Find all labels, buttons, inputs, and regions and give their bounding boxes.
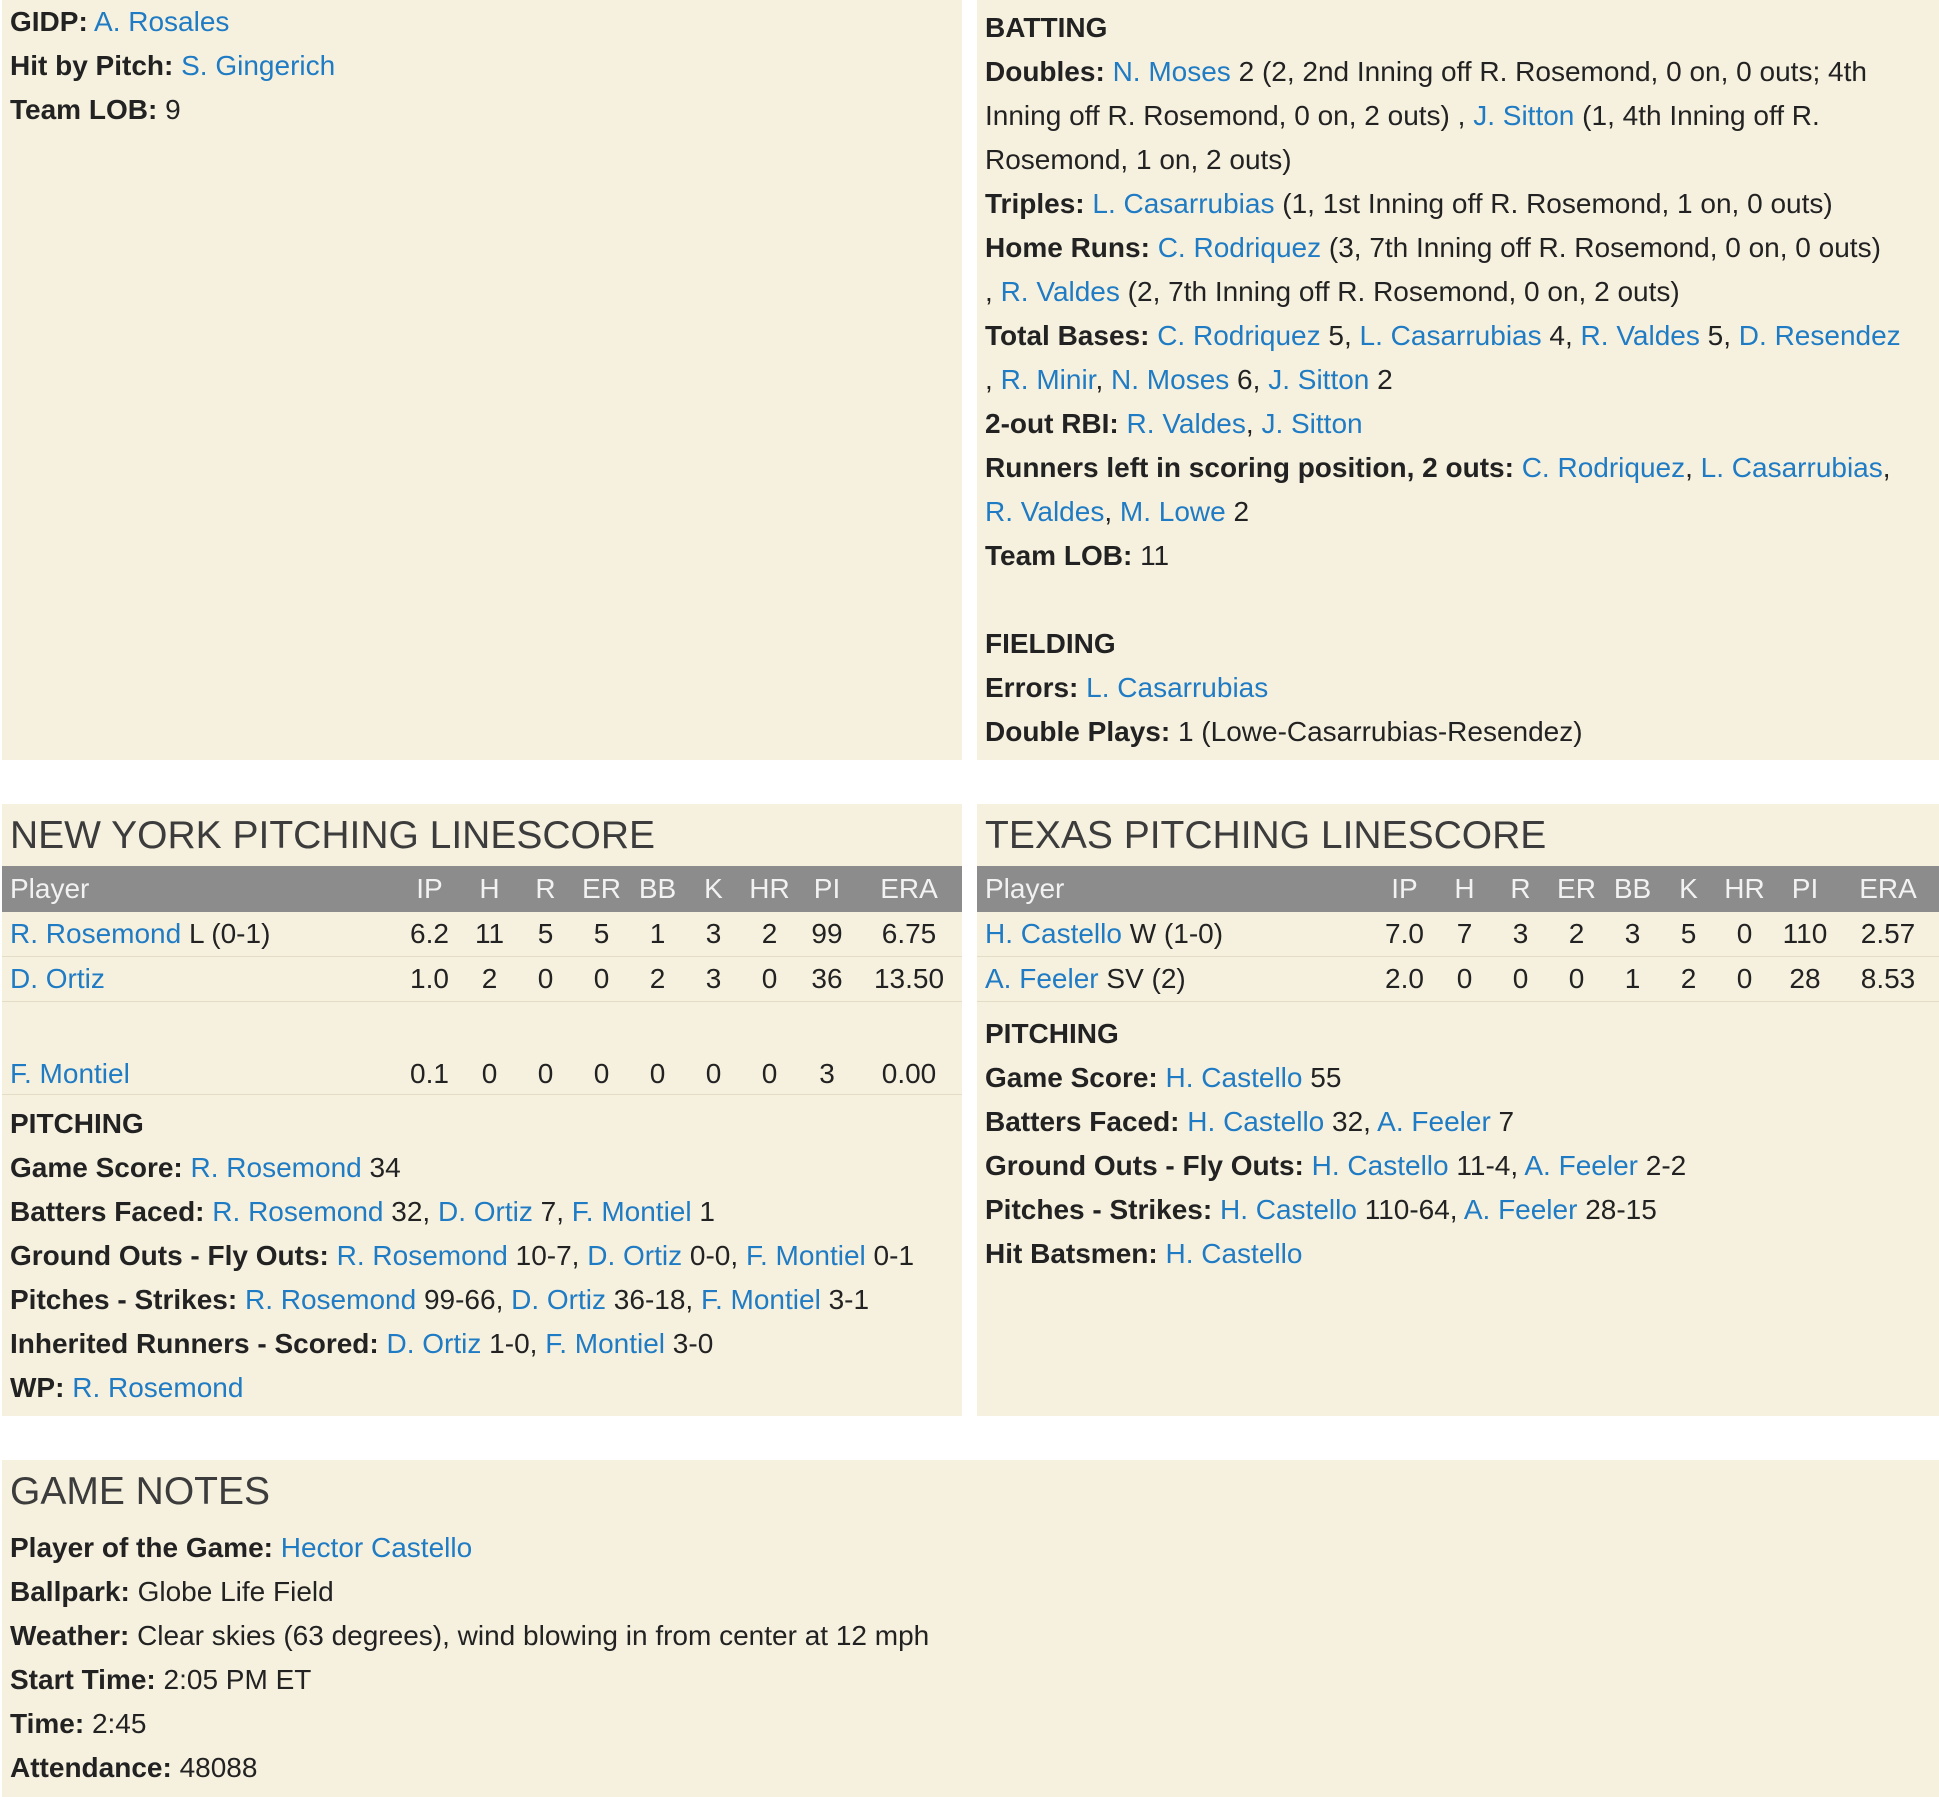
weather-line: Weather: Clear skies (63 degrees), wind blowing in from center at 12 mph <box>10 1620 930 1651</box>
stat-cell: 0 <box>1716 912 1773 957</box>
total-bases-line-cont: , R. Minir, N. Moses 6, J. Sitton 2 <box>985 364 1393 395</box>
player-link[interactable]: R. Minir <box>1000 364 1096 395</box>
player-link[interactable]: D. Ortiz <box>437 1196 533 1227</box>
decision: SV (2) <box>1106 963 1186 994</box>
player-link[interactable]: F. Montiel <box>545 1328 666 1359</box>
batters-faced-line: Batters Faced: R. Rosemond 32, D. Ortiz 7, F. Montiel 1 <box>10 1196 715 1227</box>
player-link[interactable]: A. Rosales <box>94 6 230 37</box>
doubles-line-cont: Inning off R. Rosemond, 0 on, 2 outs) , J. Sitton (1, 4th Inning off R. <box>985 100 1820 131</box>
col-header: R <box>535 873 556 904</box>
col-header: PI <box>1791 873 1819 904</box>
stat-cell: 11 <box>462 912 517 957</box>
stat-cell: 7.0 <box>1372 912 1437 957</box>
table-row <box>2 912 962 957</box>
stat-cell: 0 <box>1549 957 1604 1002</box>
stat-cell: 36 <box>798 957 856 1002</box>
stat-cell: 2 <box>629 957 686 1002</box>
stat-cell: 0 <box>1437 957 1492 1002</box>
stat-cell: 5 <box>574 912 629 957</box>
col-header: ERA <box>880 873 938 904</box>
stat-cell: 6.2 <box>397 912 462 957</box>
game-notes-title: GAME NOTES <box>10 1470 271 1513</box>
col-header: BB <box>1613 873 1652 904</box>
col-header: K <box>704 873 723 904</box>
player-link[interactable]: L. Casarrubias <box>1700 452 1883 483</box>
stat-cell: 2.57 <box>1837 912 1939 957</box>
game-score-line: Game Score: R. Rosemond 34 <box>10 1152 401 1183</box>
player-link[interactable]: H. Castello <box>1219 1194 1357 1225</box>
col-header: ER <box>582 873 621 904</box>
col-header: K <box>1679 873 1698 904</box>
go-fo-line: Ground Outs - Fly Outs: R. Rosemond 10-7, D. Ortiz 0-0, F. Montiel 0-1 <box>10 1240 915 1271</box>
tx-pitching-title: TEXAS PITCHING LINESCORE <box>985 814 1547 857</box>
home-runs-line: Home Runs: C. Rodriquez (3, 7th Inning off R. Rosemond, 0 on, 0 outs) <box>985 232 1881 263</box>
go-fo-line: Ground Outs - Fly Outs: H. Castello 11-4, A. Feeler 2-2 <box>985 1150 1687 1181</box>
stat-cell: 5 <box>517 912 574 957</box>
inherited-runners-line: Inherited Runners - Scored: D. Ortiz 1-0, F. Montiel 3-0 <box>10 1328 714 1359</box>
stat-cell: 8.53 <box>1837 957 1939 1002</box>
col-header: Player <box>10 873 90 904</box>
col-header: Player <box>985 873 1065 904</box>
stat-cell: 2 <box>1549 912 1604 957</box>
player-link[interactable]: A. Feeler <box>985 963 1099 994</box>
player-link[interactable]: D. Ortiz <box>10 963 105 994</box>
stat-cell: 6.75 <box>856 912 962 957</box>
player-of-game-line: Player of the Game: Hector Castello <box>10 1532 473 1563</box>
player-link[interactable]: H. Castello <box>1187 1106 1325 1137</box>
decision: L (0-1) <box>188 918 271 949</box>
gidp-line: GIDP: A. Rosales <box>10 6 230 37</box>
player-link[interactable]: H. Castello <box>1165 1238 1303 1269</box>
ny-pitching-panel <box>2 804 962 1416</box>
tx-pitching-table <box>977 866 1939 1002</box>
stat-cell: 3 <box>1492 912 1549 957</box>
player-link[interactable]: C. Rodriquez <box>1157 320 1321 351</box>
player-link[interactable]: F. Montiel <box>745 1240 866 1271</box>
double-plays-line: Double Plays: 1 (Lowe-Casarrubias-Resendez) <box>985 716 1583 747</box>
player-link[interactable]: S. Gingerich <box>181 50 336 81</box>
player-link[interactable]: C. Rodriquez <box>1157 232 1322 263</box>
table-header-row <box>2 866 962 912</box>
player-link[interactable]: J. Sitton <box>1473 100 1575 131</box>
doubles-line-cont: Rosemond, 1 on, 2 outs) <box>985 144 1292 175</box>
ny-pitching-title: NEW YORK PITCHING LINESCORE <box>10 814 656 857</box>
stat-cell: 1 <box>1604 957 1661 1002</box>
table-header-row <box>977 866 1939 912</box>
col-header: HR <box>749 873 790 904</box>
stat-cell: 3 <box>798 1002 856 1095</box>
col-header: H <box>479 873 500 904</box>
triples-line: Triples: L. Casarrubias (1, 1st Inning off R. Rosemond, 1 on, 0 outs) <box>985 188 1833 219</box>
player-link[interactable]: R. Rosemond <box>244 1284 417 1315</box>
stat-cell: 2 <box>741 912 798 957</box>
player-link[interactable]: Hector Castello <box>280 1532 473 1563</box>
stat-cell: 0 <box>686 1002 741 1095</box>
tx-pitching-panel <box>977 804 1939 1416</box>
player-link[interactable]: R. Valdes <box>985 496 1105 527</box>
stat-cell: 2 <box>462 957 517 1002</box>
home-runs-line-cont: , R. Valdes (2, 7th Inning off R. Rosemond, 0 on, 2 outs) <box>985 276 1680 307</box>
game-time-line: Time: 2:45 <box>10 1708 147 1739</box>
pitches-strikes-line: Pitches - Strikes: R. Rosemond 99-66, D. Ortiz 36-18, F. Montiel 3-1 <box>10 1284 870 1315</box>
risp-line-cont: R. Valdes, M. Lowe 2 <box>985 496 1250 527</box>
pitching-heading: PITCHING <box>10 1108 144 1139</box>
player-link[interactable]: D. Ortiz <box>386 1328 482 1359</box>
col-header: H <box>1454 873 1475 904</box>
player-link[interactable]: R. Valdes <box>1000 276 1120 307</box>
hbp-line: Hit by Pitch: S. Gingerich <box>10 50 336 81</box>
player-link[interactable]: R. Valdes <box>1580 320 1700 351</box>
attendance-line: Attendance: 48088 <box>10 1752 258 1783</box>
game-score-line: Game Score: H. Castello 55 <box>985 1062 1342 1093</box>
table-row <box>977 912 1939 957</box>
stat-cell: 0 <box>574 1002 629 1095</box>
errors-line: Errors: L. Casarrubias <box>985 672 1269 703</box>
col-header: IP <box>416 873 443 904</box>
col-header: IP <box>1391 873 1418 904</box>
risp-line: Runners left in scoring position, 2 outs: C. Rodriquez, L. Casarrubias, <box>985 452 1891 483</box>
player-link[interactable]: L. Casarrubias <box>1092 188 1275 219</box>
doubles-line: Doubles: N. Moses 2 (2, 2nd Inning off R. Rosemond, 0 on, 0 outs; 4th <box>985 56 1867 87</box>
player-link[interactable]: R. Rosemond <box>72 1372 244 1403</box>
player-link[interactable]: A. Feeler <box>1463 1194 1578 1225</box>
batting-heading: BATTING <box>985 12 1108 43</box>
ny-batting-notes-panel <box>2 0 962 760</box>
table-row <box>2 1002 962 1095</box>
stat-cell: 2 <box>1661 957 1716 1002</box>
player-link[interactable]: F. Montiel <box>700 1284 821 1315</box>
fielding-heading: FIELDING <box>985 628 1116 659</box>
stat-cell: 0.1 <box>397 1002 462 1095</box>
total-bases-line: Total Bases: C. Rodriquez 5, L. Casarrubias 4, R. Valdes 5, D. Resendez <box>985 320 1901 351</box>
pitching-heading: PITCHING <box>985 1018 1119 1049</box>
player-link[interactable]: D. Resendez <box>1738 320 1901 351</box>
stat-cell: 1.0 <box>397 957 462 1002</box>
tx-batting-notes-panel <box>977 0 1939 760</box>
stat-cell: 110 <box>1773 912 1837 957</box>
player-link[interactable]: A. Feeler <box>1524 1150 1638 1181</box>
player-link[interactable]: J. Sitton <box>1268 364 1370 395</box>
stat-cell: 0 <box>462 1002 517 1095</box>
col-header: R <box>1510 873 1531 904</box>
stat-cell: 2.0 <box>1372 957 1437 1002</box>
stat-cell: 3 <box>1604 912 1661 957</box>
player-link[interactable]: F. Montiel <box>10 1058 130 1089</box>
team-lob-line: Team LOB: 9 <box>10 94 181 125</box>
stat-cell: 0 <box>629 1002 686 1095</box>
player-link[interactable]: N. Moses <box>1112 56 1231 87</box>
player-link[interactable]: R. Rosemond <box>10 918 182 949</box>
player-link[interactable]: R. Rosemond <box>190 1152 362 1183</box>
wild-pitch-line: WP: R. Rosemond <box>10 1372 244 1403</box>
hit-batsmen-line: Hit Batsmen: H. Castello <box>985 1238 1303 1269</box>
stat-cell: 0.00 <box>856 1002 962 1095</box>
stat-cell: 0 <box>1716 957 1773 1002</box>
col-header: ER <box>1557 873 1596 904</box>
stat-cell: 28 <box>1773 957 1837 1002</box>
stat-cell: 0 <box>517 957 574 1002</box>
stat-cell: 5 <box>1661 912 1716 957</box>
player-link[interactable]: H. Castello <box>1165 1062 1303 1093</box>
player-link[interactable]: D. Ortiz <box>587 1240 683 1271</box>
player-link[interactable]: N. Moses <box>1111 364 1230 395</box>
ballpark-line: Ballpark: Globe Life Field <box>10 1576 334 1607</box>
team-lob-line: Team LOB: 11 <box>985 540 1170 571</box>
player-link[interactable]: H. Castello <box>985 918 1122 949</box>
stat-cell: 99 <box>798 912 856 957</box>
game-notes-panel <box>2 1460 1939 1797</box>
batters-faced-line: Batters Faced: H. Castello 32, A. Feeler 7 <box>985 1106 1515 1137</box>
player-link[interactable]: F. Montiel <box>571 1196 692 1227</box>
player-link[interactable]: M. Lowe <box>1119 496 1226 527</box>
col-header: PI <box>813 873 841 904</box>
col-header: ERA <box>1859 873 1917 904</box>
stat-cell: 3 <box>686 957 741 1002</box>
stat-cell: 0 <box>741 1002 798 1095</box>
player-link[interactable]: R. Valdes <box>1126 408 1246 439</box>
stat-cell: 1 <box>629 912 686 957</box>
ny-pitching-table <box>2 866 962 1095</box>
stat-cell: 0 <box>574 957 629 1002</box>
table-row <box>977 957 1939 1002</box>
stat-cell: 0 <box>517 1002 574 1095</box>
player-link[interactable]: R. Rosemond <box>212 1196 384 1227</box>
col-header: HR <box>1724 873 1765 904</box>
player-link[interactable]: C. Rodriquez <box>1521 452 1686 483</box>
player-link[interactable]: D. Ortiz <box>511 1284 607 1315</box>
player-link[interactable]: L. Casarrubias <box>1359 320 1542 351</box>
stat-cell: 13.50 <box>856 957 962 1002</box>
player-link[interactable]: R. Rosemond <box>336 1240 508 1271</box>
player-link[interactable]: L. Casarrubias <box>1086 672 1269 703</box>
decision: W (1-0) <box>1129 918 1224 949</box>
player-link[interactable]: H. Castello <box>1311 1150 1449 1181</box>
stat-cell: 3 <box>686 912 741 957</box>
table-row <box>2 957 962 1002</box>
stat-cell: 7 <box>1437 912 1492 957</box>
pitches-strikes-line: Pitches - Strikes: H. Castello 110-64, A. Feeler 28-15 <box>985 1194 1657 1225</box>
start-time-line: Start Time: 2:05 PM ET <box>10 1664 312 1695</box>
stat-cell: 0 <box>1492 957 1549 1002</box>
player-link[interactable]: J. Sitton <box>1261 408 1363 439</box>
col-header: BB <box>638 873 677 904</box>
stat-cell: 0 <box>741 957 798 1002</box>
player-link[interactable]: A. Feeler <box>1377 1106 1491 1137</box>
two-out-rbi-line: 2-out RBI: R. Valdes, J. Sitton <box>985 408 1363 439</box>
